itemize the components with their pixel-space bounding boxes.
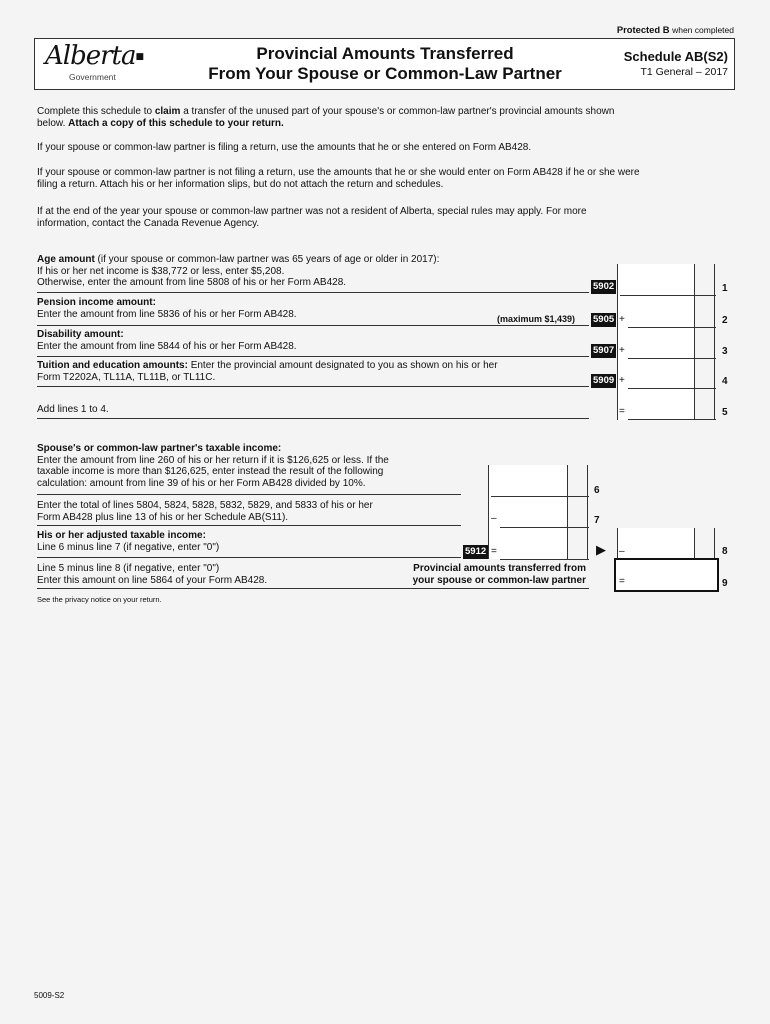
line-number-5: 5 (722, 407, 728, 418)
plus-sign: + (619, 345, 625, 356)
disability-amount-text: Disability amount: Enter the amount from line 5844 of his or her Form AB428. (37, 329, 297, 352)
total-lines-text: Enter the total of lines 5804, 5824, 5828, 5832, 5829, and 5833 of his or her Form AB428 plus line 13 of his or her Schedule AB(S11). (37, 500, 373, 523)
intro-paragraph-2: If your spouse or common-law partner is filing a return, use the amounts that he or she entered on Form AB428. (37, 142, 532, 153)
equals-sign: = (491, 546, 497, 557)
final-label: Provincial amounts transferred from your spouse or common-law partner (412, 563, 586, 586)
code-5905: 5905 (593, 314, 615, 325)
protected-notice: Protected B when completed (616, 24, 734, 35)
intro-paragraph-3: If your spouse or common-law partner is not filing a return, use the amounts that he or she would enter on Form AB428 if he or she were filing a return. Attach his or her information slips, but do not attach the return and schedules. (37, 167, 640, 190)
code-5909: 5909 (593, 375, 615, 386)
arrow-right-icon: ▶ (596, 542, 606, 557)
line-number-7: 7 (594, 515, 600, 526)
tuition-amount-text: Tuition and education amounts: Enter the provincial amount designated to you as shown on his or her Form T2202A, TL11A, TL11B, or TL11C. (37, 360, 498, 383)
add-lines-text: Add lines 1 to 4. (37, 404, 109, 415)
equals-sign: = (619, 576, 625, 587)
line-7-amount-input[interactable] (500, 511, 589, 528)
intro-paragraph-1: Complete this schedule to claim a transfer of the unused part of your spouse's or common-law partner's provincial amounts shown below. Attach a copy of this schedule to your return. (37, 106, 615, 129)
adjusted-income-text: His or her adjusted taxable income: Line 6 minus line 7 (if negative, enter "0") (37, 530, 220, 553)
line-number-4: 4 (722, 376, 728, 387)
schedule-id: Schedule AB(S2) T1 General – 2017 (623, 49, 728, 78)
header-box (34, 38, 735, 90)
plus-sign: + (619, 314, 625, 325)
line-9-amount-input[interactable] (628, 573, 716, 589)
line-5-amount-input[interactable] (628, 403, 716, 420)
pension-amount-text: Pension income amount: Enter the amount from line 5836 of his or her Form AB428. (37, 297, 297, 320)
line-number-8: 8 (722, 546, 728, 557)
final-text: Line 5 minus line 8 (if negative, enter "0") Enter this amount on line 5864 of your Form AB428. (37, 563, 268, 586)
minus-sign: – (619, 546, 625, 557)
line-6-amount-input[interactable] (491, 480, 589, 497)
age-amount-text: Age amount (if your spouse or common-law partner was 65 years of age or older in 2017): If his or her net income is $38,772 or less, enter $5,208. Otherwise, enter the amount from line 5808 of his or her Form AB428. (37, 254, 440, 288)
minus-sign: – (491, 513, 497, 524)
privacy-notice: See the privacy notice on your return. (37, 595, 162, 604)
form-code: 5009-S2 (34, 991, 65, 1000)
alberta-logo: Alberta■ (45, 41, 144, 71)
line-4-amount-input[interactable] (628, 372, 716, 389)
line-2-amount-input[interactable] (628, 311, 716, 328)
line-1-amount-input[interactable] (620, 279, 716, 296)
line-number-2: 2 (722, 315, 728, 326)
plus-sign: + (619, 375, 625, 386)
line-number-9: 9 (722, 578, 728, 589)
line-3-amount-input[interactable] (628, 342, 716, 359)
code-5912: 5912 (465, 546, 487, 557)
line-number-6: 6 (594, 485, 600, 496)
spouse-taxable-income-text: Spouse's or common-law partner's taxable income: Enter the amount from line 260 of his or her return if it is $126,625 or less. If the taxable income is more than $126,625, enter instead the result of the following calculation: amount from line 39 of his or her Form AB428 divided by 10%. (37, 443, 389, 489)
pension-maximum: (maximum $1,439) (497, 314, 576, 324)
intro-paragraph-4: If at the end of the year your spouse or common-law partner was not a resident of Alberta, special rules may apply. For more information, contact the Canada Revenue Agency. (37, 206, 587, 229)
form-title: Provincial Amounts Transferred From Your Spouse or Common-Law Partner (208, 44, 562, 83)
equals-sign: = (619, 406, 625, 417)
logo-mark-icon: ■ (135, 52, 144, 62)
line-number-1: 1 (722, 283, 728, 294)
line-number-3: 3 (722, 346, 728, 357)
code-5902: 5902 (593, 281, 615, 292)
line-8-income-input[interactable] (500, 543, 589, 560)
logo-government: Government (69, 72, 116, 82)
code-5907: 5907 (593, 345, 615, 356)
